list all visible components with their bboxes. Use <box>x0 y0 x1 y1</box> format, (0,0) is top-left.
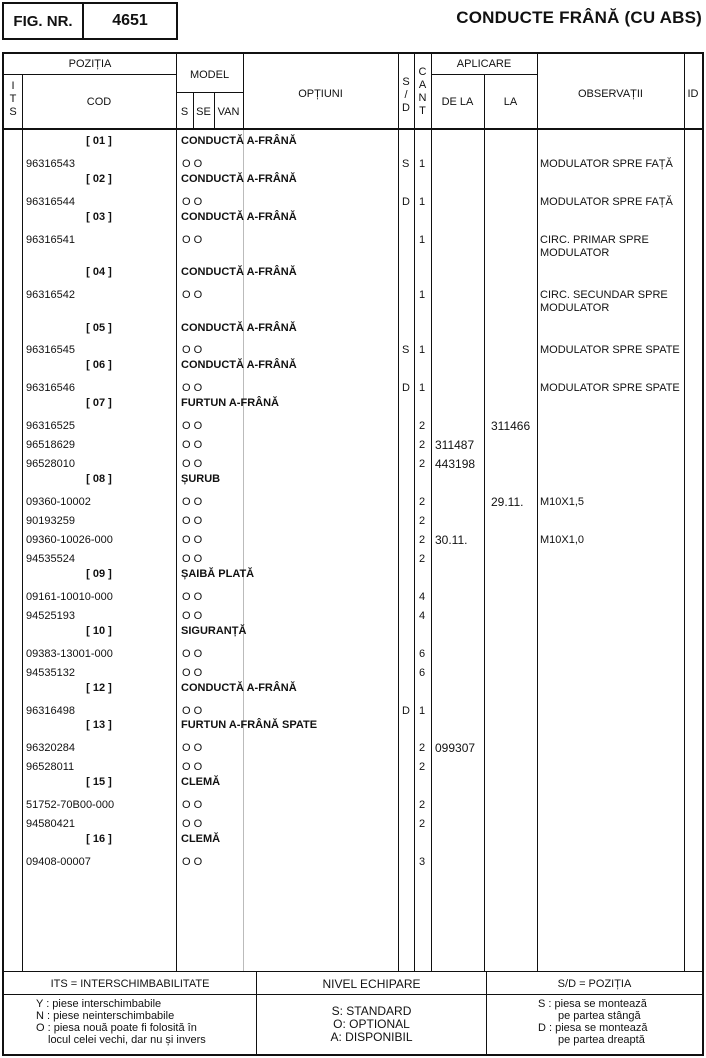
model-marks: O O <box>182 856 203 869</box>
part-description: SIGURANȚĂ <box>181 624 247 637</box>
col-aplicare: APLICARE <box>456 58 512 70</box>
sd-value: S <box>402 157 410 170</box>
part-description: CONDUCTĂ A-FRÂNĂ <box>181 681 297 694</box>
part-description: CONDUCTĂ A-FRÂNĂ <box>181 266 297 279</box>
apply-from: 443198 <box>435 457 476 472</box>
model-marks: O O <box>182 704 203 717</box>
position-ref: [ 04 ] <box>86 266 112 279</box>
quantity: 4 <box>419 609 426 622</box>
part-description: CLEMĂ <box>181 776 221 789</box>
part-code: 90193259 <box>26 515 75 527</box>
model-marks: O O <box>182 515 203 527</box>
apply-to: 311466 <box>491 419 531 434</box>
quantity: 2 <box>419 742 426 755</box>
col-de-la: DE LA <box>441 96 474 108</box>
part-description: CONDUCTĂ A-FRÂNĂ <box>181 321 297 334</box>
sd-value: D <box>402 195 410 208</box>
observation: M10X1,5 <box>540 496 585 509</box>
nivel-legend-title: NIVEL ECHIPARE <box>322 977 421 991</box>
part-code: 09360-10002 <box>26 496 91 509</box>
sd-legend: S : piesa se montează pe partea stângă D : piesa se montează pe partea dreaptă <box>538 998 648 1046</box>
part-code: 09383-13001-000 <box>26 647 113 660</box>
part-code: 96320284 <box>26 742 75 755</box>
part-code: 09360-10026-000 <box>26 533 113 546</box>
model-marks: O O <box>182 552 203 565</box>
part-code: 96316525 <box>26 420 75 433</box>
model-marks: O O <box>182 609 203 622</box>
quantity: 2 <box>419 458 426 471</box>
observation: MODULATOR SPRE FAȚĂ <box>540 195 673 208</box>
part-code: 09408-00007 <box>26 856 91 869</box>
position-ref: [ 02 ] <box>86 172 112 185</box>
col-cod: COD <box>86 96 112 108</box>
part-description: ȘURUB <box>181 473 221 486</box>
apply-from: 099307 <box>435 741 476 756</box>
quantity: 2 <box>419 496 426 509</box>
col-sd: S / D <box>402 76 410 114</box>
col-cant: C A N T <box>418 66 427 117</box>
observation: CIRC. PRIMAR SPRE MODULATOR <box>540 233 649 259</box>
quantity: 1 <box>419 704 426 717</box>
quantity: 3 <box>419 856 426 869</box>
position-ref: [ 09 ] <box>86 567 112 580</box>
quantity: 1 <box>419 344 426 357</box>
position-ref: [ 08 ] <box>86 473 112 486</box>
part-description: CONDUCTĂ A-FRÂNĂ <box>181 172 297 185</box>
model-marks: O O <box>182 439 203 452</box>
position-ref: [ 15 ] <box>86 776 112 789</box>
model-marks: O O <box>182 233 203 246</box>
part-code: 96528011 <box>26 761 75 774</box>
position-ref: [ 03 ] <box>86 210 112 223</box>
model-marks: O O <box>182 590 203 603</box>
sd-value: D <box>402 382 410 395</box>
col-model: MODEL <box>189 69 230 81</box>
col-model-s: S <box>180 106 189 118</box>
apply-to: 29.11. <box>491 495 524 510</box>
position-ref: [ 07 ] <box>86 397 112 410</box>
quantity: 4 <box>419 590 426 603</box>
model-marks: O O <box>182 742 203 755</box>
its-legend-title: ITS = INTERSCHIMBABILITATE <box>50 978 210 990</box>
model-marks: O O <box>182 289 203 302</box>
position-ref: [ 16 ] <box>86 833 112 846</box>
position-ref: [ 05 ] <box>86 321 112 334</box>
col-id: ID <box>687 88 699 100</box>
quantity: 1 <box>419 157 426 170</box>
part-code: 96316542 <box>26 289 75 302</box>
model-marks: O O <box>182 799 203 812</box>
model-marks: O O <box>182 344 203 357</box>
observation: MODULATOR SPRE SPATE <box>540 344 680 357</box>
part-description: FURTUN A-FRÂNĂ <box>181 397 279 410</box>
part-code: 96518629 <box>26 439 75 452</box>
part-code: 96316544 <box>26 195 75 208</box>
position-ref: [ 13 ] <box>86 719 112 732</box>
quantity: 1 <box>419 289 426 302</box>
part-code: 94580421 <box>26 818 75 831</box>
apply-from: 30.11. <box>435 532 468 547</box>
model-marks: O O <box>182 666 203 679</box>
quantity: 2 <box>419 761 426 774</box>
part-code: 94525193 <box>26 609 75 622</box>
observation: MODULATOR SPRE SPATE <box>540 382 680 395</box>
col-optiuni: OPȚIUNI <box>298 88 343 100</box>
quantity: 2 <box>419 439 426 452</box>
part-code: 96316546 <box>26 382 75 395</box>
page-title: CONDUCTE FRÂNĂ (CU ABS) <box>456 8 702 27</box>
position-ref: [ 06 ] <box>86 359 112 372</box>
part-description: CONDUCTĂ A-FRÂNĂ <box>181 359 297 372</box>
model-marks: O O <box>182 761 203 774</box>
quantity: 1 <box>419 382 426 395</box>
part-description: CLEMĂ <box>181 833 221 846</box>
part-code: 96528010 <box>26 458 75 471</box>
part-code: 96316543 <box>26 157 75 170</box>
col-model-van: VAN <box>217 106 240 118</box>
its-legend: Y : piese interschimbabile N : piese neinterschimbabile O : piesa nouă poate fi folosită în locul celei vechi, dar nu și invers <box>36 998 206 1046</box>
part-code: 96316541 <box>26 233 75 246</box>
model-marks: O O <box>182 647 203 660</box>
col-la: LA <box>503 96 518 108</box>
sd-legend-title: S/D = POZIȚIA <box>557 978 632 990</box>
quantity: 2 <box>419 818 426 831</box>
fig-number: 4651 <box>82 2 178 40</box>
model-marks: O O <box>182 533 203 546</box>
part-description: CONDUCTĂ A-FRÂNĂ <box>181 135 297 147</box>
position-ref: [ 01 ] <box>86 135 112 147</box>
part-code: 94535524 <box>26 552 75 565</box>
position-ref: [ 12 ] <box>86 681 112 694</box>
quantity: 2 <box>419 515 426 527</box>
part-code: 51752-70B00-000 <box>26 799 115 812</box>
observation: MODULATOR SPRE FAȚĂ <box>540 157 673 170</box>
part-code: 96316545 <box>26 344 75 357</box>
quantity: 2 <box>419 799 426 812</box>
position-ref: [ 10 ] <box>86 624 112 637</box>
model-marks: O O <box>182 458 203 471</box>
part-code: 09161-10010-000 <box>26 590 113 603</box>
quantity: 6 <box>419 666 426 679</box>
quantity: 6 <box>419 647 426 660</box>
col-model-se: SE <box>196 106 211 118</box>
fig-label: FIG. NR. <box>2 2 84 40</box>
observation: M10X1,0 <box>540 533 585 546</box>
quantity: 2 <box>419 533 426 546</box>
sd-value: D <box>402 704 410 717</box>
quantity: 1 <box>419 233 426 246</box>
model-marks: O O <box>182 420 203 433</box>
col-observatii: OBSERVAȚII <box>577 88 643 100</box>
part-description: CONDUCTĂ A-FRÂNĂ <box>181 210 297 223</box>
part-description: ȘAIBĂ PLATĂ <box>181 567 255 580</box>
nivel-legend: S: STANDARD O: OPTIONAL A: DISPONIBIL <box>330 1004 413 1044</box>
sd-value: S <box>402 344 410 357</box>
model-marks: O O <box>182 382 203 395</box>
quantity: 2 <box>419 420 426 433</box>
observation: CIRC. SECUNDAR SPRE MODULATOR <box>540 289 668 315</box>
col-pozitia: POZIȚIA <box>68 58 112 70</box>
apply-from: 311487 <box>435 438 475 453</box>
model-marks: O O <box>182 195 203 208</box>
model-marks: O O <box>182 157 203 170</box>
quantity: 1 <box>419 195 426 208</box>
part-description: FURTUN A-FRÂNĂ SPATE <box>181 719 318 732</box>
quantity: 2 <box>419 552 426 565</box>
model-marks: O O <box>182 496 203 509</box>
col-its: I T S <box>9 80 17 118</box>
part-code: 94535132 <box>26 666 75 679</box>
model-marks: O O <box>182 818 203 831</box>
part-code: 96316498 <box>26 704 75 717</box>
